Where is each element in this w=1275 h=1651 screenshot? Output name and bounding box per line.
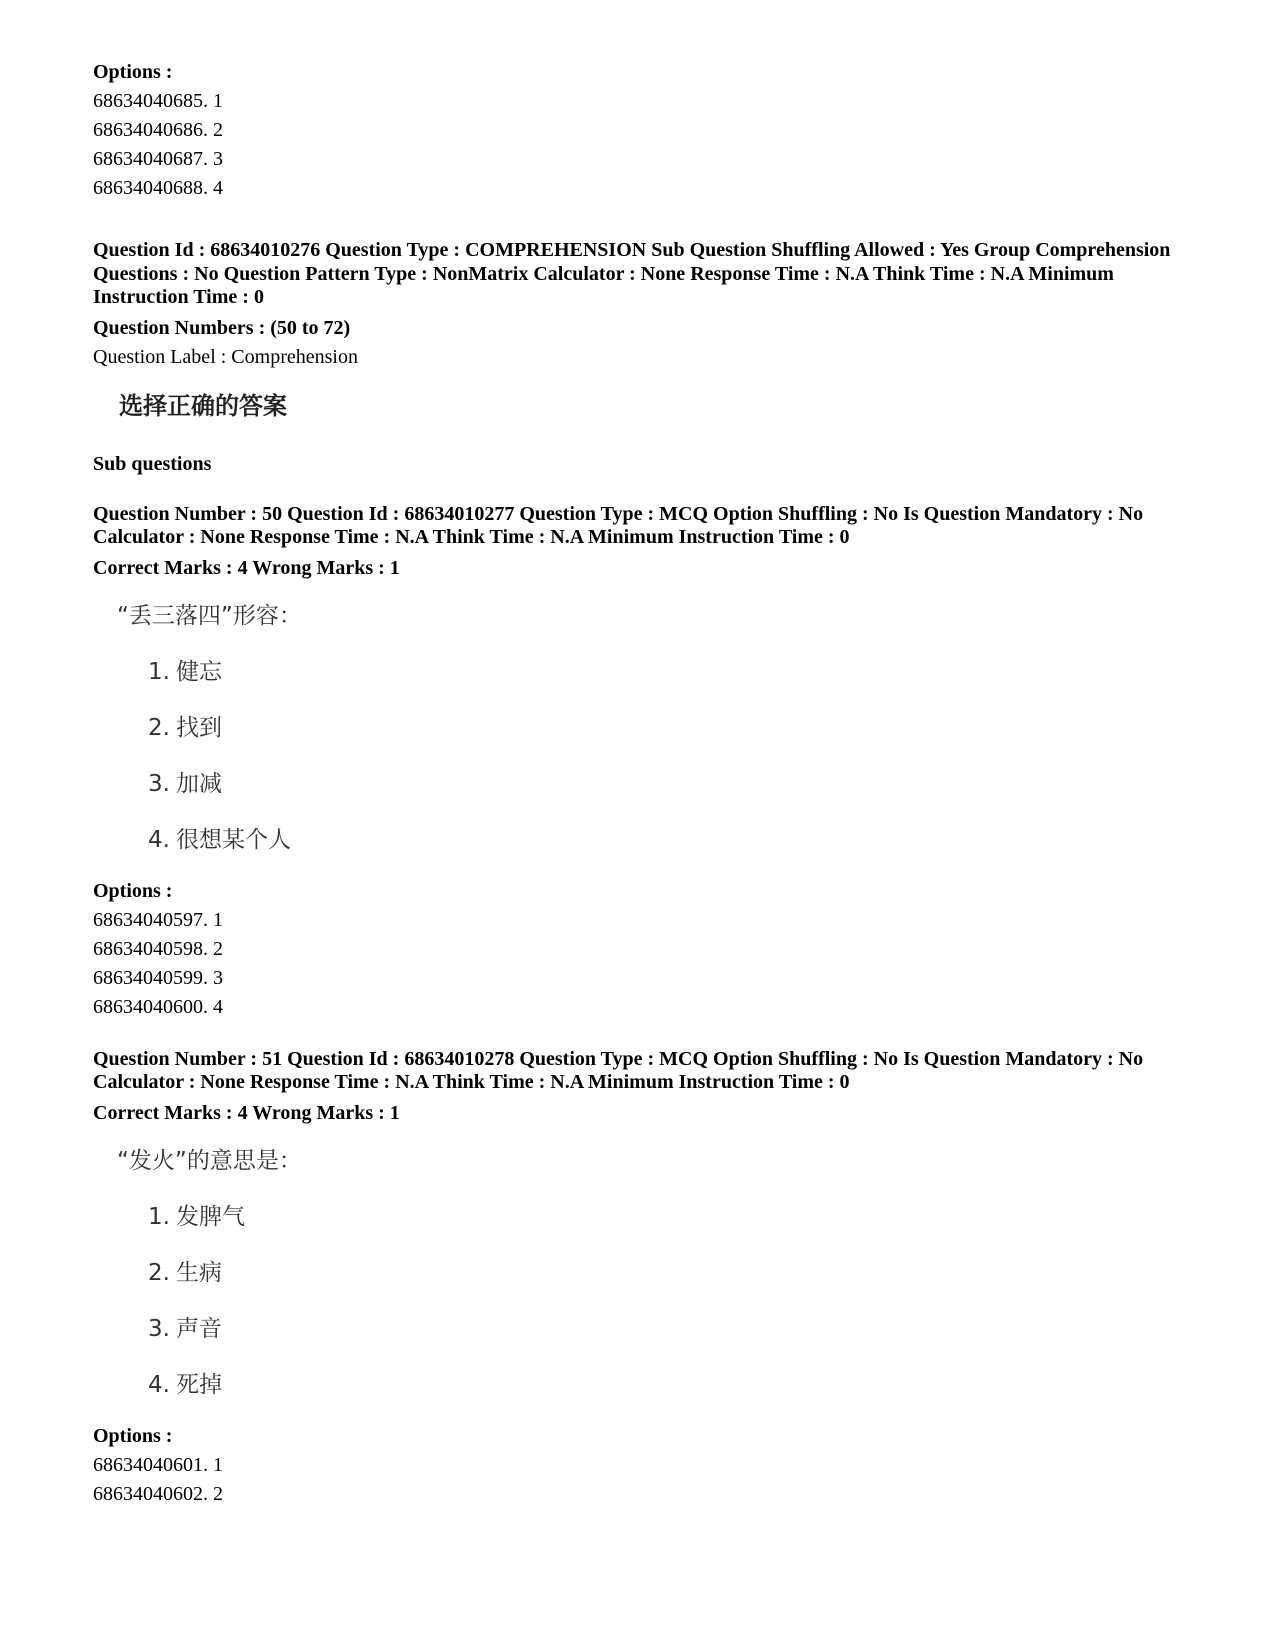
- question-51-options-heading: Options :: [93, 1424, 173, 1447]
- choice-number: 3.: [148, 770, 170, 797]
- choice-text: 声音: [175, 1315, 222, 1342]
- instruction-image: [93, 386, 1193, 426]
- choice-text: 找到: [175, 714, 222, 741]
- sub-questions-heading: Sub questions: [93, 452, 212, 475]
- option-line: 68634040687. 3: [93, 148, 223, 170]
- question-50-choice: [148, 821, 1193, 859]
- question-50-choice: [148, 653, 1193, 691]
- instruction-text: 选择正确的答案: [119, 391, 287, 420]
- choice-number: 2.: [148, 1259, 170, 1286]
- option-line: 68634040597. 1: [93, 908, 223, 931]
- option-line: 68634040688. 4: [93, 177, 223, 199]
- question-50-choice: [148, 765, 1193, 803]
- choice-text: 健忘: [175, 658, 222, 685]
- option-line: 68634040601. 1: [93, 1453, 223, 1476]
- choice-number: 1.: [148, 1203, 170, 1230]
- question-51-choice: [148, 1198, 1193, 1236]
- question-50-text: “丢三落四”形容：: [117, 602, 302, 629]
- choice-text: 很想某个人: [175, 826, 291, 853]
- choice-text: 生病: [175, 1259, 222, 1286]
- choice-text: 发脾气: [175, 1203, 245, 1230]
- question-51-image: [93, 1142, 1193, 1404]
- question-numbers: Question Numbers : (50 to 72): [93, 316, 351, 339]
- choice-number: 4.: [148, 1371, 170, 1398]
- options-heading: Options :: [93, 61, 173, 83]
- question-51-choice: [148, 1366, 1193, 1404]
- choice-text: 加减: [175, 770, 222, 797]
- option-line: 68634040685. 1: [93, 90, 223, 112]
- choice-number: 1.: [148, 658, 170, 685]
- question-50-choice: [148, 709, 1193, 747]
- choice-number: 4.: [148, 826, 170, 853]
- question-label: Question Label : Comprehension: [93, 345, 358, 368]
- option-line: 68634040599. 3: [93, 966, 223, 989]
- option-line: 68634040686. 2: [93, 119, 223, 141]
- question-51-choice: [148, 1310, 1193, 1348]
- question-51-text: “发火”的意思是：: [117, 1147, 302, 1174]
- question-50-image: [93, 597, 1193, 859]
- choice-number: 3.: [148, 1315, 170, 1342]
- question-51-marks: Correct Marks : 4 Wrong Marks : 1: [93, 1101, 400, 1124]
- option-line: 68634040602. 2: [93, 1482, 223, 1505]
- document-page: [93, 58, 1193, 1509]
- question-50-options-heading: Options :: [93, 879, 173, 902]
- comprehension-meta: Question Id : 68634010276 Question Type : COMPREHENSION Sub Question Shuffling Allowed : Yes Group Comprehension Questions : No Question Pattern Type : NonMatrix Calculator : None Response Time : N.A Think Time : N.A Minimum Instruction Time : 0: [93, 239, 1171, 308]
- choice-number: 2.: [148, 714, 170, 741]
- question-50-meta: Question Number : 50 Question Id : 68634010277 Question Type : MCQ Option Shuffling : No Is Question Mandatory : No Calculator : None Response Time : N.A Think Time : N.A Minimum Instruction Time : 0: [93, 502, 1144, 548]
- choice-text: 死掉: [175, 1371, 222, 1398]
- option-line: 68634040600. 4: [93, 995, 223, 1018]
- option-line: 68634040598. 2: [93, 937, 223, 960]
- question-51-choice: [148, 1254, 1193, 1292]
- question-51-meta: Question Number : 51 Question Id : 68634010278 Question Type : MCQ Option Shuffling : No Is Question Mandatory : No Calculator : None Response Time : N.A Think Time : N.A Minimum Instruction Time : 0: [93, 1047, 1144, 1093]
- question-50-marks: Correct Marks : 4 Wrong Marks : 1: [93, 556, 400, 579]
